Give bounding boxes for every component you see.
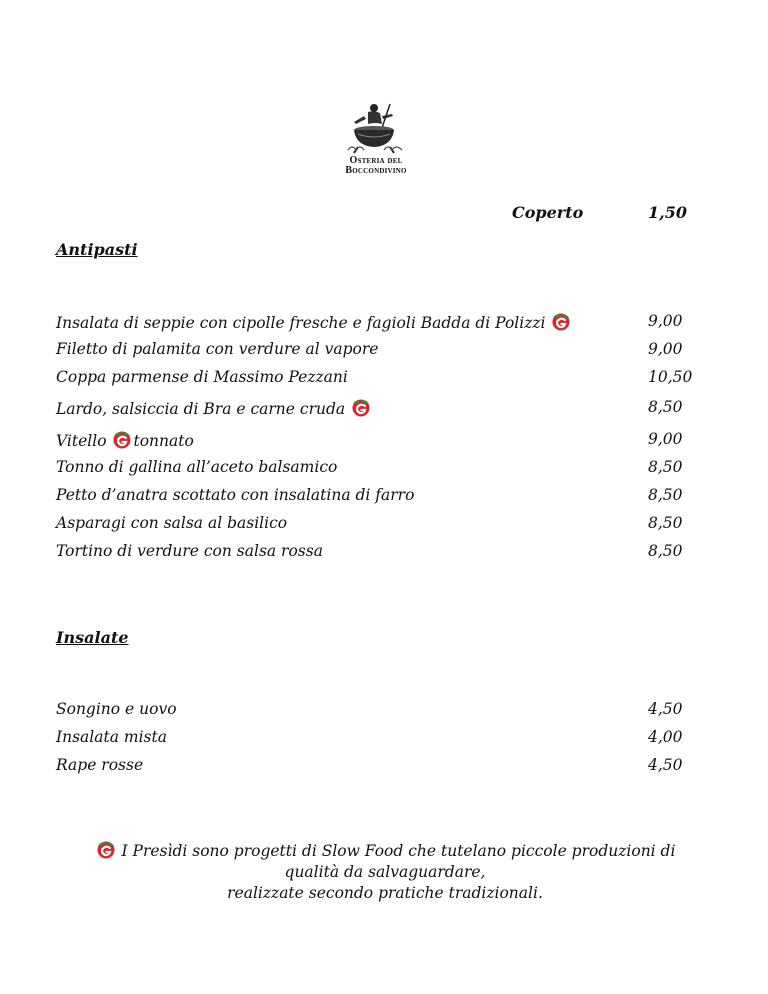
presidio-note: [80, 840, 690, 904]
menu-item-price: 8,50: [648, 542, 683, 560]
menu-item-price: 9,00: [648, 312, 683, 330]
menu-item-price: 10,50: [648, 368, 693, 386]
menu-item: [56, 514, 706, 538]
menu-item-name: [56, 728, 167, 746]
menu-item-name-text: Asparagi con salsa al basilico: [56, 514, 288, 532]
menu-item-name: [56, 312, 572, 332]
logo-line-1: Osteria del: [349, 155, 403, 166]
menu-item-name-text: Filetto di palamita con verdure al vapore: [56, 340, 379, 358]
menu-item: [56, 458, 706, 482]
menu-item-name: [56, 514, 287, 532]
menu-item-price: 9,00: [648, 430, 683, 448]
menu-item-name-text: Rape rosse: [56, 756, 144, 774]
menu-item-name-text: Lardo, salsiccia di Bra e carne cruda: [56, 400, 346, 418]
menu-item-name: [56, 700, 177, 718]
menu-item-name-text: Insalata di seppie con cipolle fresche e fagioli Badda di Polizzi: [56, 314, 546, 332]
menu-item: [56, 700, 706, 724]
coperto-price: 1,50: [648, 203, 687, 222]
menu-item-name: [56, 340, 378, 358]
menu-item-price: 8,50: [648, 458, 683, 476]
note-line-2: qualità da salvaguardare,: [284, 863, 486, 881]
menu-item-name-text: Petto d’anatra scottato con insalatina di farro: [56, 486, 415, 504]
slow-food-presidio-icon: [350, 398, 372, 418]
menu-item: [56, 340, 706, 364]
slow-food-presidio-icon: [95, 842, 117, 860]
note-line-1: I Presìdi sono progetti di Slow Food che tutelano piccole produzioni di: [121, 842, 676, 860]
menu-item-name-text: Vitello: [56, 432, 107, 450]
slow-food-presidio-icon: [550, 312, 572, 332]
logo-line-2: Boccondivino: [345, 165, 407, 176]
logo-name: [328, 156, 424, 176]
section-heading-insalate: Insalate: [56, 628, 129, 647]
menu-item: [56, 368, 706, 392]
menu-item-price: 4,00: [648, 728, 683, 746]
menu-item: [56, 728, 706, 752]
menu-item-price: 8,50: [648, 514, 683, 532]
menu-item-name: [56, 756, 143, 774]
menu-item-name-suffix: tonnato: [133, 432, 194, 450]
coperto-label: Coperto: [512, 203, 584, 222]
menu-item: [56, 398, 706, 422]
menu-item: [56, 430, 706, 454]
menu-item-price: 8,50: [648, 398, 683, 416]
menu-item-name: [56, 430, 194, 450]
slow-food-presidio-icon: [111, 430, 133, 450]
menu-item: [56, 312, 706, 336]
menu-item: [56, 486, 706, 510]
menu-item: [56, 542, 706, 566]
slow-food-presidio-icon: [95, 840, 117, 860]
menu-item-name: [56, 458, 337, 476]
menu-item-name-text: Coppa parmense di Massimo Pezzani: [56, 368, 348, 386]
note-line-3: realizzate secondo pratiche tradizionali.: [227, 884, 543, 902]
menu-item-name: [56, 542, 323, 560]
section-heading-antipasti: Antipasti: [56, 240, 138, 259]
menu-item-price: 8,50: [648, 486, 683, 504]
menu-item-name-text: Insalata mista: [56, 728, 167, 746]
menu-item-name-text: Tonno di gallina all’aceto balsamico: [56, 458, 338, 476]
menu-item-name-text: Tortino di verdure con salsa rossa: [56, 542, 323, 560]
menu-item-price: 9,00: [648, 340, 683, 358]
cauldron-figure-logo-icon: [344, 100, 408, 154]
menu-item-price: 4,50: [648, 700, 683, 718]
menu-item-name: [56, 368, 348, 386]
menu-item-price: 4,50: [648, 756, 683, 774]
menu-item-name-text: Songino e uovo: [56, 700, 177, 718]
menu-item-name: [56, 486, 414, 504]
menu-item: [56, 756, 706, 780]
menu-item-name: [56, 398, 372, 418]
osteria-logo: [328, 100, 424, 176]
